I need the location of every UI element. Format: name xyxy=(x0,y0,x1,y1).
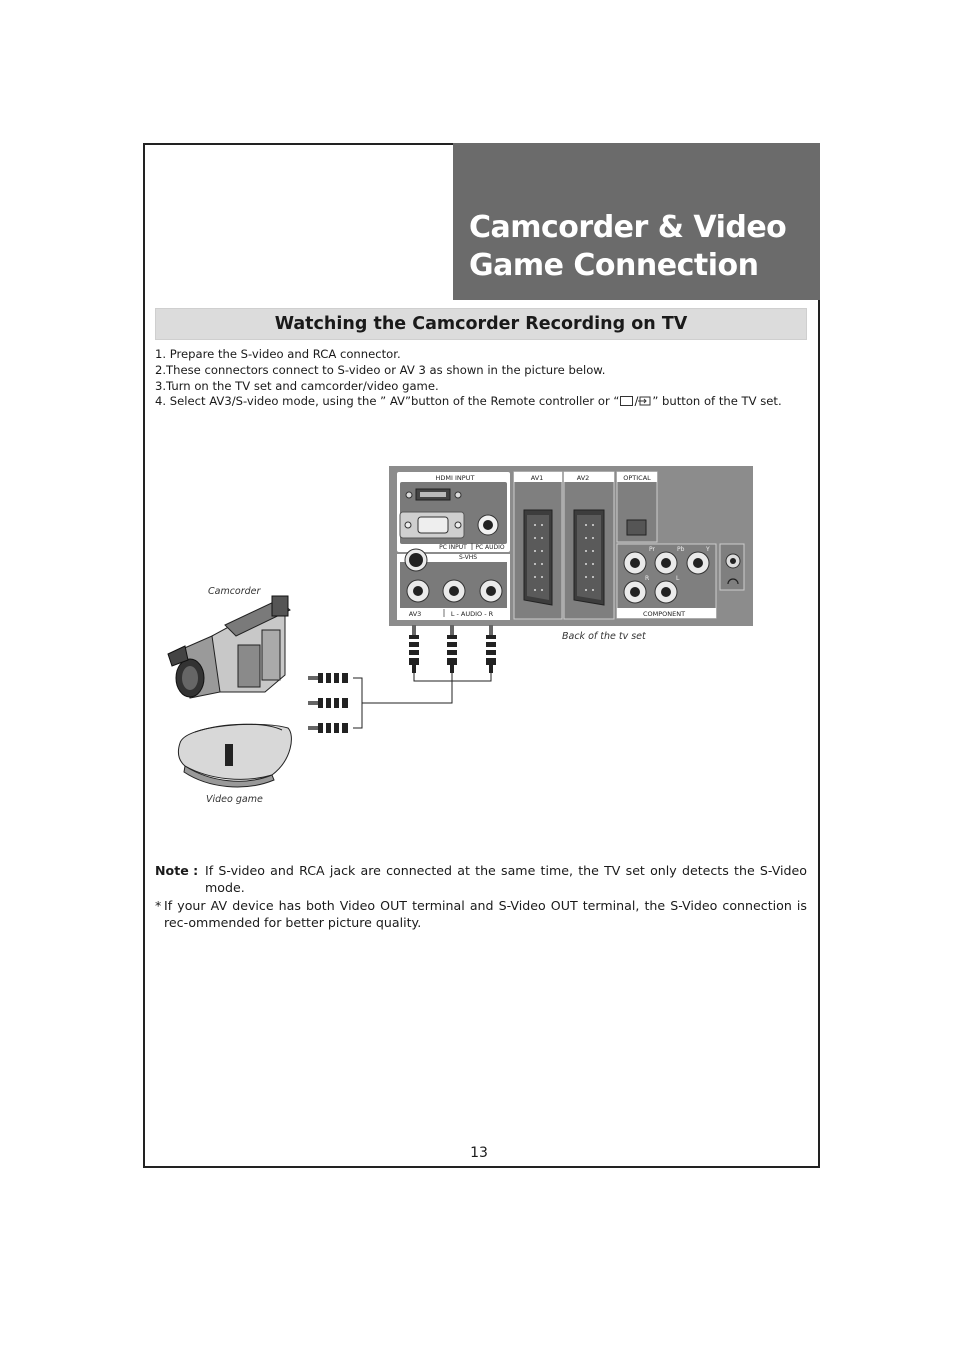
y-label: Y xyxy=(706,546,710,553)
section-heading-bar xyxy=(155,308,807,340)
svhs-label: S-VHS xyxy=(458,554,478,561)
note-star-text: If your AV device has both Video OUT terminal and S-Video OUT terminal, the S-Video connection is rec-ommended for better picture quality. xyxy=(164,898,807,930)
pb-label: Pb xyxy=(677,546,685,553)
pc-audio-label: PC AUDIO xyxy=(475,544,505,551)
pr-label: Pr xyxy=(649,546,655,553)
note-block xyxy=(155,862,807,931)
title-block xyxy=(453,143,820,300)
section-heading: Watching the Camcorder Recording on TV xyxy=(274,314,688,334)
av3-label: AV3 xyxy=(408,610,422,618)
step-item: 1. Prepare the S-video and RCA connector. xyxy=(155,347,401,361)
rca-plugs-tv xyxy=(409,625,496,673)
connection-diagram xyxy=(150,460,770,820)
l-label: L xyxy=(676,575,680,582)
page-title-line2: Game Connection xyxy=(469,248,759,283)
av1-label: AV1 xyxy=(530,474,544,482)
connection-diagram-svg xyxy=(150,460,770,820)
pc-input-label: PC INPUT xyxy=(439,544,467,551)
page-number: 13 xyxy=(470,1145,488,1161)
tv-back-caption: Back of the tv set xyxy=(562,631,646,642)
av-cables xyxy=(353,673,491,728)
note-star: * xyxy=(155,898,162,913)
optical-label: OPTICAL xyxy=(623,474,651,482)
page-title-line1: Camcorder & Video xyxy=(469,210,787,245)
step-item: 4. Select AV3/S-video mode, using the ” AV”button of the Remote controller or “ / ” button of the TV set. xyxy=(155,394,782,409)
input-source-icon xyxy=(638,396,652,406)
r-label: R xyxy=(645,575,650,582)
hdmi-input-label: HDMI INPUT xyxy=(435,474,475,482)
tv-box-icon xyxy=(620,396,633,406)
audio-label: L - AUDIO - R xyxy=(450,610,494,618)
video-game-console-icon xyxy=(178,724,291,787)
step-text-before: 4. Select AV3/S-video mode, using the ” AV”button of the Remote controller or “ xyxy=(155,394,620,409)
step-item: 3.Turn on the TV set and camcorder/video game. xyxy=(155,378,439,393)
camcorder-caption: Camcorder xyxy=(208,586,261,597)
step-item: 2.These connectors connect to S-video or AV 3 as shown in the picture below. xyxy=(155,362,606,377)
note-label: Note : xyxy=(155,863,199,878)
note-text: If S-video and RCA jack are connected at the same time, the TV set only detects the S-Video mode. xyxy=(205,863,807,895)
tv-back-panel xyxy=(389,466,753,626)
video-game-caption: Video game xyxy=(206,794,263,805)
step-text-after: ” button of the TV set. xyxy=(652,394,782,409)
av2-label: AV2 xyxy=(576,474,590,482)
camcorder-icon xyxy=(168,596,290,698)
component-label: COMPONENT xyxy=(642,610,686,618)
instruction-steps xyxy=(155,347,807,410)
rca-plugs-device xyxy=(308,673,348,733)
